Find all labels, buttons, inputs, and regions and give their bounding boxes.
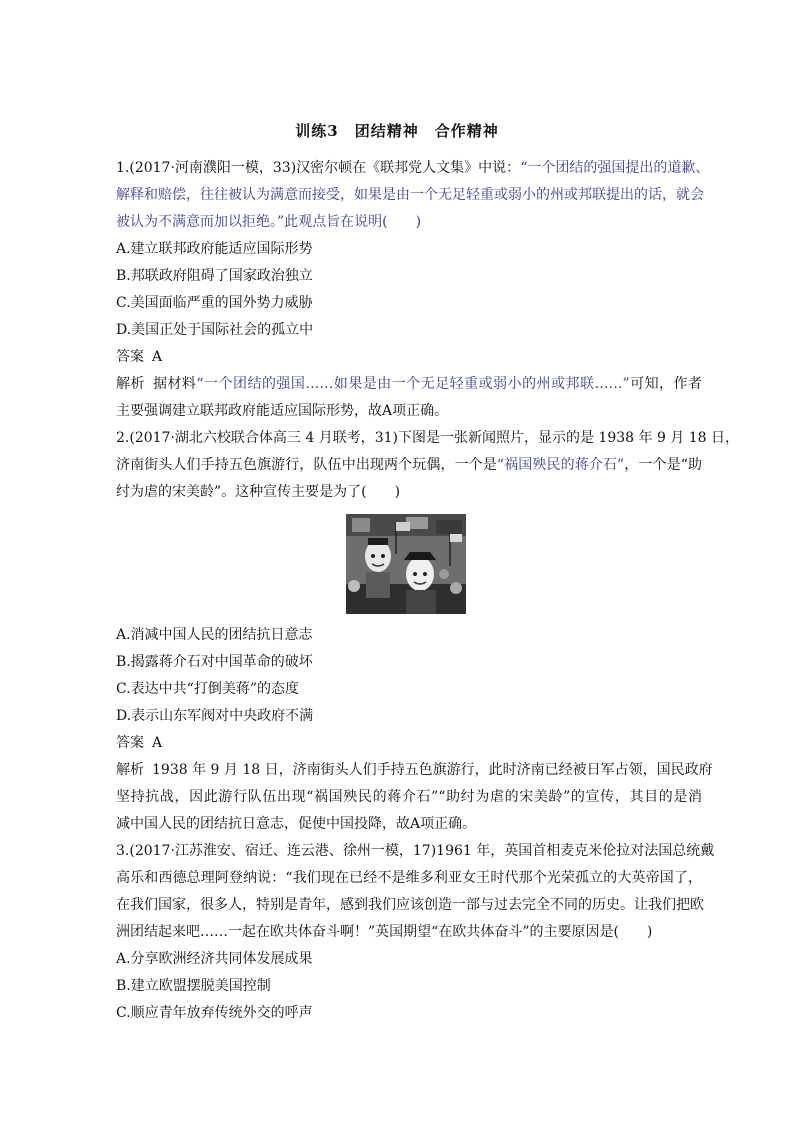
q3-option-b: B.建立欧盟摆脱美国控制 [116,978,271,994]
q3-stem-line-2: 高乐和西德总理阿登纳说：“我们现在已经不是维多利亚女王时代那个光荣孤立的大英帝国了， [116,870,702,886]
page-title: 训练3 团结精神 合作精神 [295,122,499,140]
q3-stem-line-1: 3.(2017·江苏淮安、宿迁、连云港、徐州一模，17)1961 年，英国首相麦克米伦拉对法国总统戴 [116,843,715,859]
answer-label: 答案 [116,349,144,365]
q1-option-d: D.美国正处于国际社会的孤立中 [116,322,314,338]
q3-option-c: C.顺应青年放弃传统外交的呼声 [116,1005,313,1021]
news-photo [346,514,466,614]
q2-stem-line-3: 纣为虐的宋美龄”。这种宣传主要是为了( ) [116,484,401,500]
q3-option-a: A.分享欧洲经济共同体发展成果 [116,951,313,967]
q1-option-c: C.美国面临严重的国外势力威胁 [116,295,313,311]
q2-answer [116,730,702,757]
news-photo-image [346,514,466,614]
q1-explanation-line-2: 主要强调建立联邦政府能适应国际形势，故A项正确。 [116,403,449,419]
q1-option-b: B.邦联政府阻碍了国家政治独立 [116,268,313,284]
q1-answer [116,344,702,371]
q2-option-a: A.消减中国人民的团结抗日意志 [116,627,313,643]
q1-stem-line-2: 解释和赔偿，往往被认为满意而接受，如果是由一个无足轻重或弱小的州或邦联提出的话，就会 [116,187,704,203]
q1-stem-line-3: 被认为不满意而加以拒绝。”此观点旨在说明( ) [116,214,422,230]
q2-option-b: B.揭露蒋介石对中国革命的破坏 [116,654,313,670]
answer-label: 答案 [116,735,144,751]
q3-stem-line-3: 在我们国家，很多人，特别是青年，感到我们应该创造一部与过去完全不同的历史。让我们把欧 [116,897,704,913]
answer-value: A [152,349,163,365]
q2-option-c: C.表达中共“打倒美蒋”的态度 [116,681,299,697]
q2-stem-line-2: 济南街头人们手持五色旗游行，队伍中出现两个玩偶，一个是“祸国殃民的蒋介石”，一个是“助 [116,457,702,473]
content-body [116,155,740,1027]
q2-explanation-line-3: 减中国人民的团结抗日意志，促使中国投降，故A项正确。 [116,816,477,832]
explanation-label: 解析 [116,376,145,392]
q2-explanation-line-1: 解析 1938 年 9 月 18 日，济南街头人们手持五色旗游行，此时济南已经被日军占领，国民政府 [116,762,713,778]
q2-option-d: D.表示山东军阀对中央政府不满 [116,708,314,724]
q1-explanation-line-1: 解析 据材料“一个团结的强国……如果是由一个无足轻重或弱小的州或邦联……”可知，作者 [116,376,703,392]
explanation-label: 解析 [116,762,144,778]
q1-stem-line-1: 1.(2017·河南濮阳一模，33)汉密尔顿在《联邦党人文集》中说：“一个团结的强国提出的道歉、 [116,160,710,176]
q3-stem-line-4: 洲团结起来吧……一起在欧共体奋斗啊！”英国期望“在欧共体奋斗”的主要原因是( ) [116,924,653,940]
answer-value: A [152,735,163,751]
q1-option-a: A.建立联邦政府能适应国际形势 [116,241,313,257]
q2-stem-line-1: 2.(2017·湖北六校联合体高三 4 月联考，31)下图是一张新闻照片，显示的是 1938 年 9 月 18 日， [116,430,740,446]
q2-explanation-line-2: 坚持抗战，因此游行队伍出现“祸国殃民的蒋介石”“助纣为虐的宋美龄”的宣传，其目的是消 [116,789,702,805]
